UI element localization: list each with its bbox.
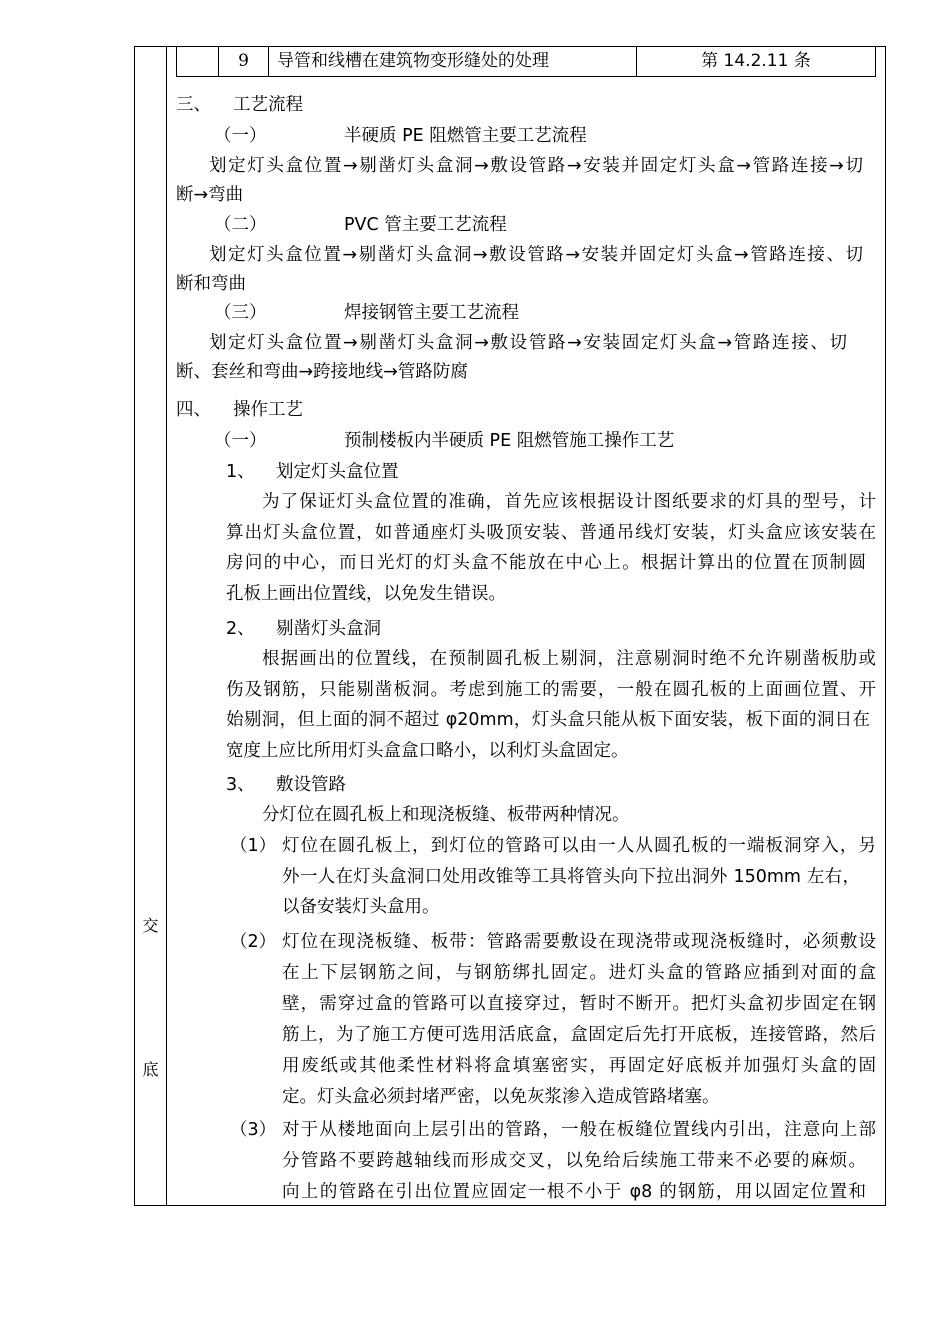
sub-item-3-number: （3）	[230, 1120, 277, 1140]
row-number: 9	[238, 51, 249, 71]
flow-2-line-1: 划定灯头盒位置→剔凿灯头盒洞→敷设管路→安装并固定灯头盒→管路连接、切	[209, 245, 863, 265]
side-label-char-1: 交	[142, 916, 159, 935]
item-2-heading: 剔凿灯头盒洞	[276, 619, 381, 639]
item-2-para-line-1: 根据画出的位置线，在预制圆孔板上剔洞，注意剔洞时绝不允许剔凿板肋或	[262, 649, 876, 669]
item-3-number: 3、	[226, 775, 255, 795]
section-4-heading: 操作工艺	[233, 400, 303, 420]
sub-item-3-line-2: 分管路不要跨越轴线而形成交叉，以免给后续施工带来不必要的麻烦。	[282, 1151, 866, 1171]
sub-item-2-line-5: 用废纸或其他柔性材料将盒填塞密实，再固定好底板并加强灯头盒的固	[282, 1056, 876, 1076]
sub-item-2-line-4: 筋上，为了施工方便可选用活底盒，盒固定后先打开底板，连接管路，然后	[282, 1025, 876, 1045]
sub-3-heading: 焊接钢管主要工艺流程	[344, 303, 519, 323]
sub-2-heading: PVC 管主要工艺流程	[344, 215, 507, 235]
side-label-char-2: 底	[142, 1060, 159, 1079]
flow-3-line-2: 断、套丝和弯曲→跨接地线→管路防腐	[176, 362, 468, 382]
sub-3-number: （三）	[214, 303, 267, 323]
sub-item-2-line-1: 灯位在现浇板缝、板带：管路需要敷设在现浇带或现浇板缝时，必须敷设	[282, 932, 876, 952]
sub-item-2-number: （2）	[230, 932, 277, 952]
sub-item-2-line-6: 定。灯头盒必须封堵严密，以免灰浆渗入造成管路堵塞。	[282, 1087, 720, 1107]
sub-item-3-line-3: 向上的管路在引出位置应固定一根不小于 φ8 的钢筋，用以固定位置和	[282, 1182, 866, 1202]
item-1-para-line-3: 房问的中心，而日光灯的灯头盒不能放在中心上。根据计算出的位置在顶制圆	[226, 553, 866, 573]
item-1-number: 1、	[226, 462, 255, 482]
flow-2-line-2: 断和弯曲	[176, 274, 246, 294]
flow-1-line-1: 划定灯头盒位置→剔凿灯头盒洞→敷设管路→安装并固定灯头盒→管路连接→切	[209, 156, 863, 176]
section-4-number: 四、	[176, 400, 211, 420]
side-label-column	[135, 47, 167, 1205]
sub-item-1-number: （1）	[230, 836, 277, 856]
table-cell-blank	[177, 46, 219, 76]
section-3-number: 三、	[176, 95, 211, 115]
item-1-heading: 划定灯头盒位置	[276, 462, 399, 482]
sub-item-2-line-3: 壁，需穿过盒的管路可以直接穿过，暂时不断开。把灯头盒初步固定在钢	[282, 994, 876, 1014]
reference-table-row	[176, 46, 876, 77]
sub-item-3-line-1: 对于从楼地面向上层引出的管路，一般在板缝位置线内引出，注意向上部	[282, 1120, 876, 1140]
flow-3-line-1: 划定灯头盒位置→剔凿灯头盒洞→敷设管路→安装固定灯头盒→管路连接、切	[209, 333, 847, 353]
sub-item-1-line-3: 以备安装灯头盒用。	[282, 897, 440, 917]
item-2-para-line-2: 伤及钢筋，只能剔凿板洞。考虑到施工的需要，一般在圆孔板的上面画位置、开	[226, 680, 876, 700]
table-cell-clause: 第 14.2.11 条	[701, 51, 811, 71]
table-cell-item: 导管和线槽在建筑物变形缝处的处理	[269, 46, 637, 76]
table-cell-number	[219, 46, 269, 76]
item-2-para-line-4: 宽度上应比所用灯头盒盒口略小，以利灯头盒固定。	[226, 741, 629, 761]
sub-1-number: （一）	[214, 126, 267, 146]
item-2-para-line-3: 始剔洞，但上面的洞不超过 φ20mm，灯头盒只能从板下面安装，板下面的洞日在	[226, 710, 870, 730]
sub-2-number: （二）	[214, 215, 267, 235]
section-4-sub-1-number: （一）	[214, 431, 267, 451]
section-3-heading: 工艺流程	[233, 95, 303, 115]
item-3-intro: 分灯位在圆孔板上和现浇板缝、板带两种情况。	[262, 805, 630, 825]
item-3-heading: 敷设管路	[276, 775, 346, 795]
item-1-para-line-4: 孔板上画出位置线，以免发生错误。	[226, 584, 506, 604]
item-1-para-line-2: 算出灯头盒位置，如普通座灯头吸顶安装、普通吊线灯安装，灯头盒应该安装在	[226, 523, 876, 543]
section-4-sub-1-heading: 预制楼板内半硬质 PE 阻燃管施工操作工艺	[344, 431, 675, 451]
sub-item-1-line-2: 外一人在灯头盒洞口处用改锥等工具将管头向下拉出洞外 150mm 左右，	[282, 867, 860, 887]
sub-1-heading: 半硬质 PE 阻燃管主要工艺流程	[344, 126, 587, 146]
item-1-para-line-1: 为了保证灯头盒位置的准确，首先应该根据设计图纸要求的灯具的型号，计	[262, 492, 876, 512]
flow-1-line-2: 断→弯曲	[176, 185, 244, 205]
sub-item-1-line-1: 灯位在圆孔板上，到灯位的管路可以由一人从圆孔板的一端板洞穿入，另	[282, 836, 876, 856]
sub-item-2-line-2: 在上下层钢筋之间，与钢筋绑扎固定。进灯头盒的管路应插到对面的盒	[282, 963, 876, 983]
item-2-number: 2、	[226, 619, 255, 639]
